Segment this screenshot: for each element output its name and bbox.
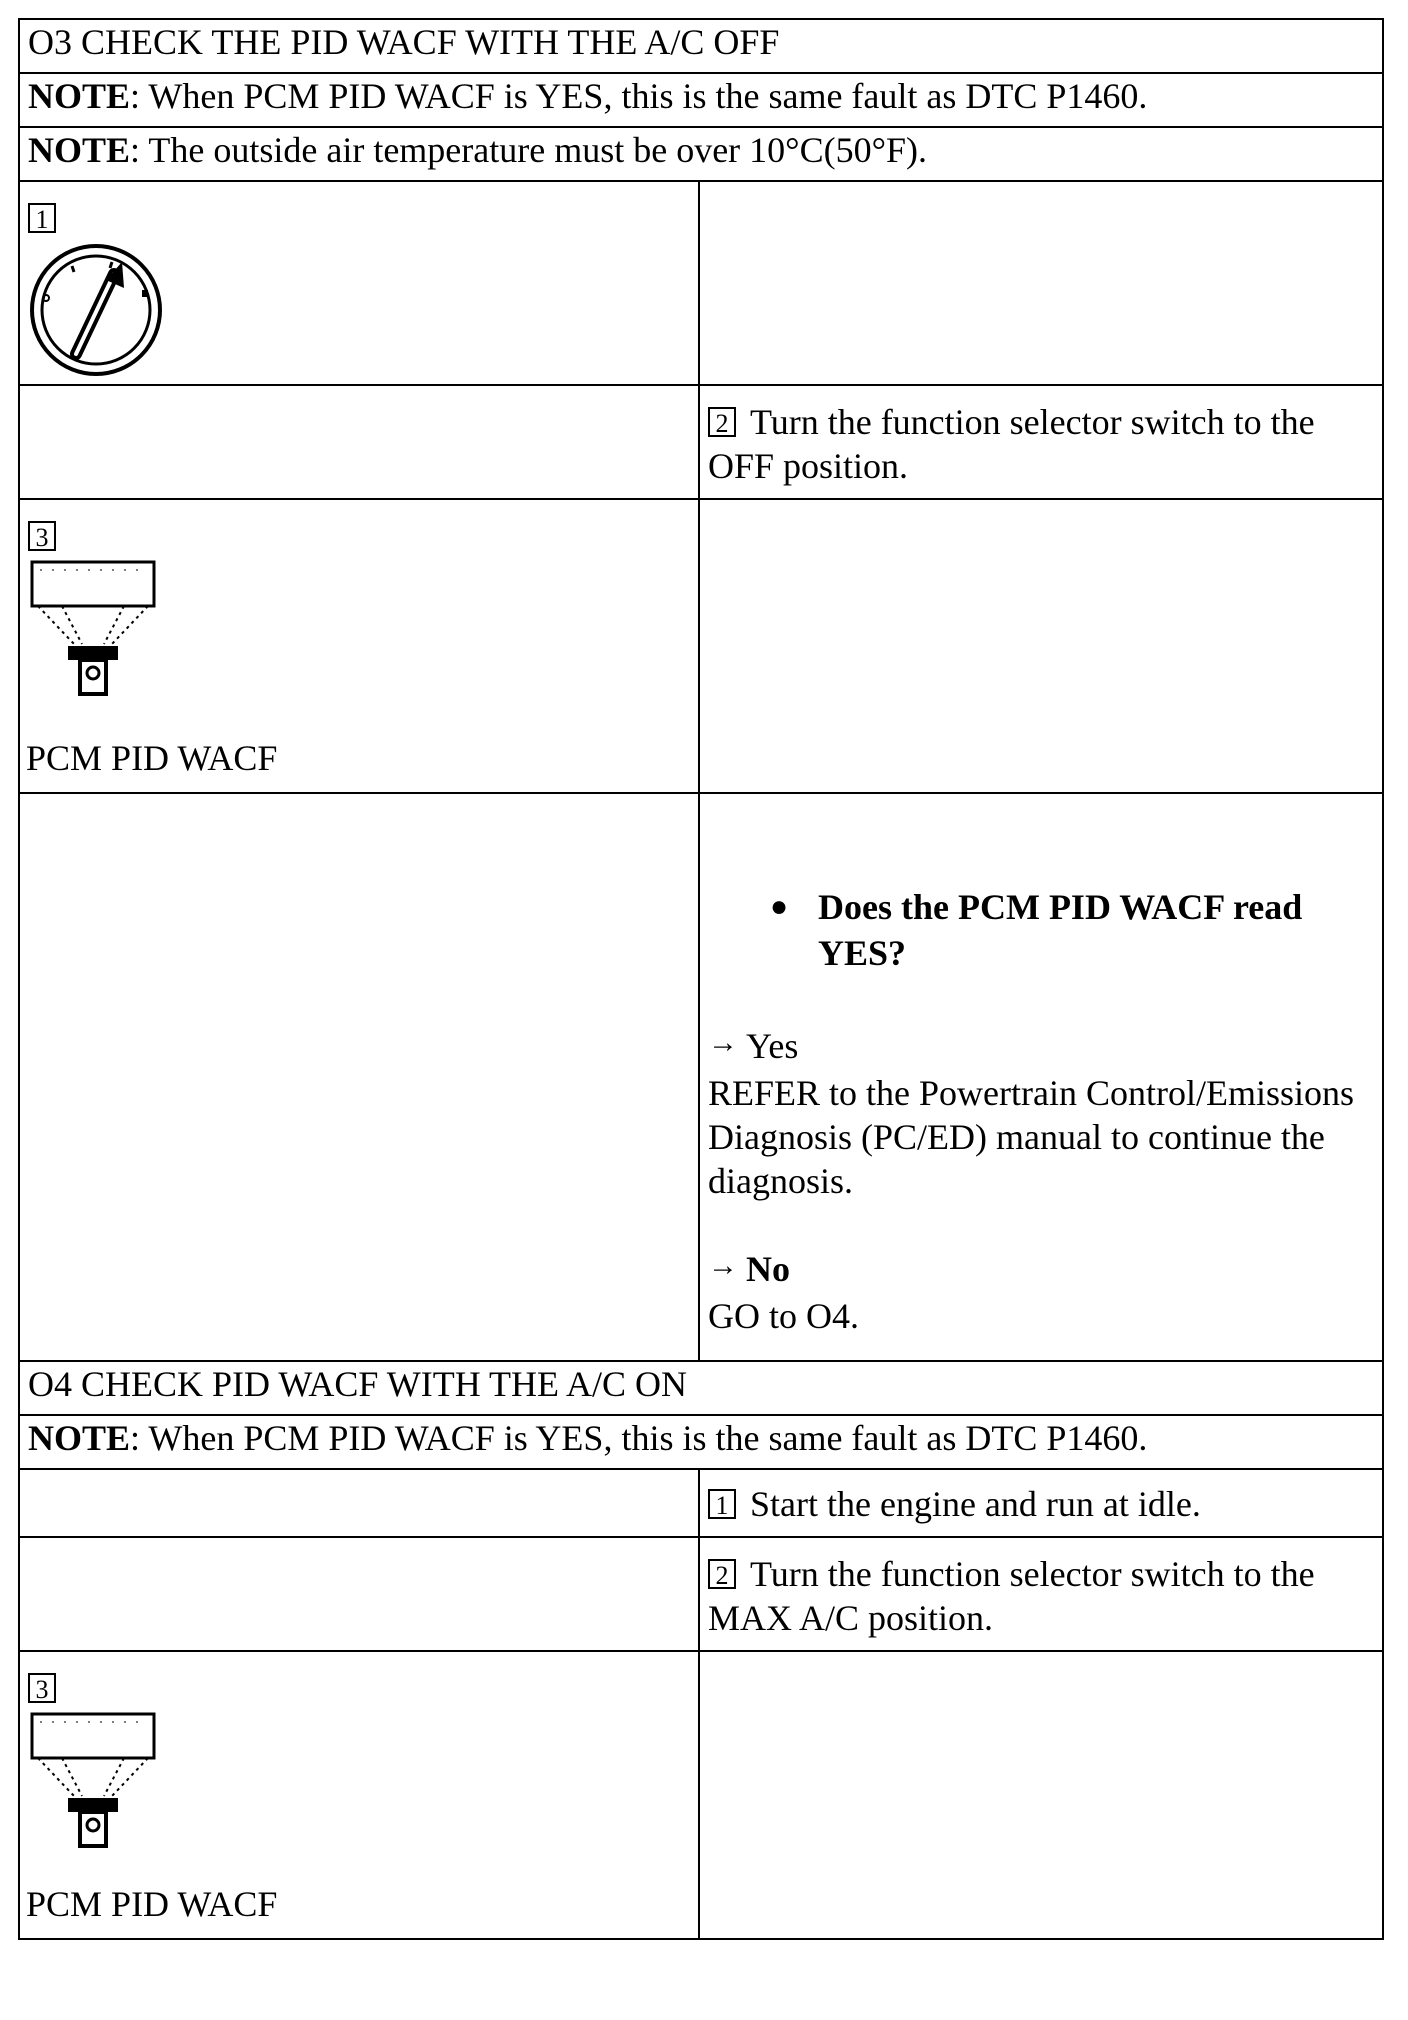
yes-label: Yes <box>746 1026 799 1066</box>
no-text: GO to O4. <box>708 1296 859 1336</box>
o3-header-row <box>19 19 1383 73</box>
o4-step1-row <box>19 1469 1383 1537</box>
o4-title: O4 CHECK PID WACF WITH THE A/C ON <box>19 1361 1383 1415</box>
o3-note-row-2 <box>19 127 1383 181</box>
o3-step2-row <box>19 385 1383 499</box>
step-caption: PCM PID WACF <box>26 1884 278 1924</box>
step-number: 3 <box>28 521 56 551</box>
answers <box>708 1024 1374 1338</box>
step-number: 2 <box>708 1559 736 1589</box>
o3-step3-row <box>19 499 1383 793</box>
step-text: Start the engine and run at idle. <box>750 1484 1201 1524</box>
question <box>708 884 1374 976</box>
procedure-document <box>18 18 1382 2002</box>
note-label: NOTE <box>28 1418 131 1458</box>
step-caption: PCM PID WACF <box>26 738 278 778</box>
step-text: Turn the function selector switch to the OFF position. <box>708 402 1315 486</box>
o3-note-row-1 <box>19 73 1383 127</box>
o4-note-row <box>19 1415 1383 1469</box>
step-number: 1 <box>28 203 56 233</box>
note-text: : When PCM PID WACF is YES, this is the same fault as DTC P1460. <box>130 1418 1148 1458</box>
step-text: Turn the function selector switch to the MAX A/C position. <box>708 1554 1315 1638</box>
note-label: NOTE <box>28 130 131 170</box>
note-text: : When PCM PID WACF is YES, this is the same fault as DTC P1460. <box>130 76 1148 116</box>
procedure-table <box>18 18 1384 1940</box>
o4-step3-row <box>19 1651 1383 1939</box>
bullet-icon: ● <box>770 890 789 923</box>
note-label: NOTE <box>28 76 131 116</box>
yes-text: REFER to the Powertrain Control/Emissions Diagnosis (PC/ED) manual to continue the diagnosis. <box>708 1073 1354 1201</box>
scan-tool-icon <box>28 1710 158 1850</box>
step-number: 1 <box>708 1489 736 1519</box>
arrow-right-icon: → <box>708 1026 738 1059</box>
arrow-right-icon: → <box>708 1249 738 1282</box>
o3-step1-row <box>19 181 1383 385</box>
no-label: No <box>746 1249 790 1289</box>
note-text: : The outside air temperature must be over 10°C(50°F). <box>130 130 927 170</box>
step-number: 2 <box>708 407 736 437</box>
ignition-key-icon <box>28 242 168 382</box>
o3-title: O3 CHECK THE PID WACF WITH THE A/C OFF <box>19 19 1383 73</box>
question-text: Does the PCM PID WACF read YES? <box>818 887 1303 973</box>
scan-tool-icon <box>28 558 158 698</box>
o4-step2-row <box>19 1537 1383 1651</box>
step-number: 3 <box>28 1673 56 1703</box>
o4-header-row <box>19 1361 1383 1415</box>
o3-result-row <box>19 793 1383 1361</box>
